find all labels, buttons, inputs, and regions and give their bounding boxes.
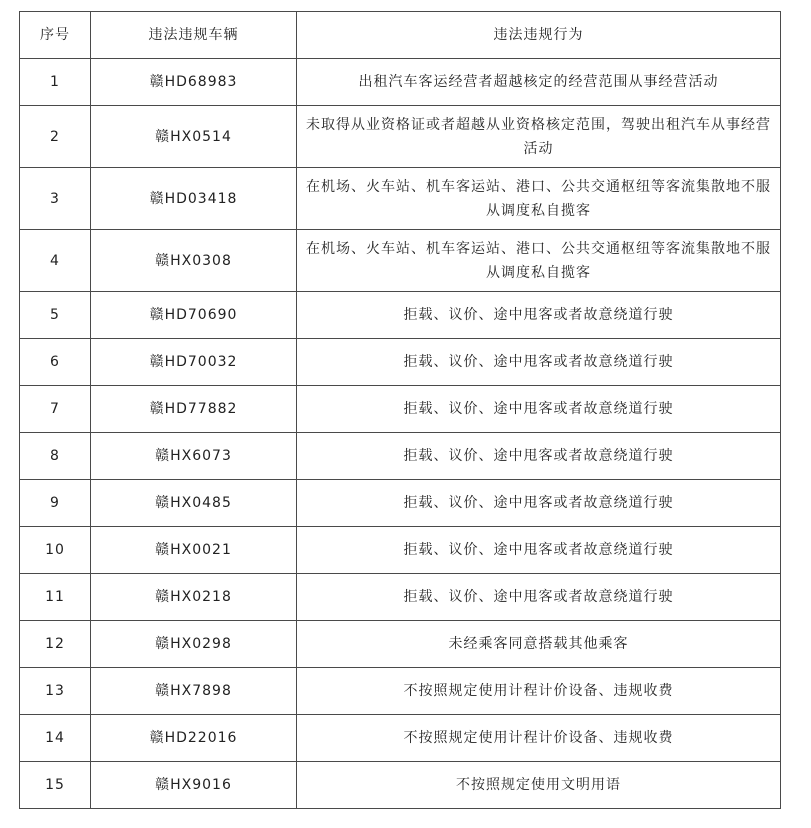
table-row	[20, 339, 781, 386]
row-no: 8	[20, 433, 91, 480]
row-no: 11	[20, 574, 91, 621]
table-row	[20, 230, 781, 292]
row-act: 未经乘客同意搭载其他乘客	[297, 621, 781, 668]
row-act: 拒载、议价、途中甩客或者故意绕道行驶	[297, 386, 781, 433]
row-act: 拒载、议价、途中甩客或者故意绕道行驶	[297, 527, 781, 574]
row-act: 不按照规定使用计程计价设备、违规收费	[297, 668, 781, 715]
row-act: 在机场、火车站、机车客运站、港口、公共交通枢纽等客流集散地不服从调度私自揽客	[297, 230, 781, 292]
row-plate: 赣HD70690	[91, 292, 297, 339]
row-plate: 赣HX0298	[91, 621, 297, 668]
row-plate: 赣HX0514	[91, 106, 297, 168]
row-plate: 赣HD03418	[91, 168, 297, 230]
row-plate: 赣HX6073	[91, 433, 297, 480]
row-plate: 赣HD70032	[91, 339, 297, 386]
row-no: 5	[20, 292, 91, 339]
row-no: 6	[20, 339, 91, 386]
header-plate: 违法违规车辆	[91, 12, 297, 59]
violations-table	[19, 11, 781, 809]
row-plate: 赣HD22016	[91, 715, 297, 762]
row-act: 拒载、议价、途中甩客或者故意绕道行驶	[297, 574, 781, 621]
table-row	[20, 386, 781, 433]
row-no: 15	[20, 762, 91, 809]
row-no: 1	[20, 59, 91, 106]
row-no: 14	[20, 715, 91, 762]
table-row	[20, 168, 781, 230]
row-plate: 赣HD68983	[91, 59, 297, 106]
row-act: 拒载、议价、途中甩客或者故意绕道行驶	[297, 480, 781, 527]
row-act: 拒载、议价、途中甩客或者故意绕道行驶	[297, 292, 781, 339]
row-plate: 赣HX7898	[91, 668, 297, 715]
table-row	[20, 574, 781, 621]
row-no: 10	[20, 527, 91, 574]
row-no: 4	[20, 230, 91, 292]
table-row	[20, 106, 781, 168]
row-plate: 赣HX0485	[91, 480, 297, 527]
table-row	[20, 433, 781, 480]
row-act: 拒载、议价、途中甩客或者故意绕道行驶	[297, 339, 781, 386]
row-no: 13	[20, 668, 91, 715]
header-no: 序号	[20, 12, 91, 59]
row-no: 9	[20, 480, 91, 527]
header-row	[20, 12, 781, 59]
row-no: 7	[20, 386, 91, 433]
table-row	[20, 715, 781, 762]
row-act: 拒载、议价、途中甩客或者故意绕道行驶	[297, 433, 781, 480]
row-plate: 赣HX0021	[91, 527, 297, 574]
row-act: 未取得从业资格证或者超越从业资格核定范围，驾驶出租汽车从事经营活动	[297, 106, 781, 168]
row-plate: 赣HX9016	[91, 762, 297, 809]
table-row	[20, 59, 781, 106]
table-row	[20, 527, 781, 574]
table-row	[20, 292, 781, 339]
row-plate: 赣HX0308	[91, 230, 297, 292]
row-no: 3	[20, 168, 91, 230]
header-act: 违法违规行为	[297, 12, 781, 59]
row-plate: 赣HX0218	[91, 574, 297, 621]
row-no: 12	[20, 621, 91, 668]
table-row	[20, 621, 781, 668]
row-act: 不按照规定使用文明用语	[297, 762, 781, 809]
table-row	[20, 480, 781, 527]
row-no: 2	[20, 106, 91, 168]
row-plate: 赣HD77882	[91, 386, 297, 433]
row-act: 出租汽车客运经营者超越核定的经营范围从事经营活动	[297, 59, 781, 106]
row-act: 不按照规定使用计程计价设备、违规收费	[297, 715, 781, 762]
table-row	[20, 762, 781, 809]
table-row	[20, 668, 781, 715]
row-act: 在机场、火车站、机车客运站、港口、公共交通枢纽等客流集散地不服从调度私自揽客	[297, 168, 781, 230]
